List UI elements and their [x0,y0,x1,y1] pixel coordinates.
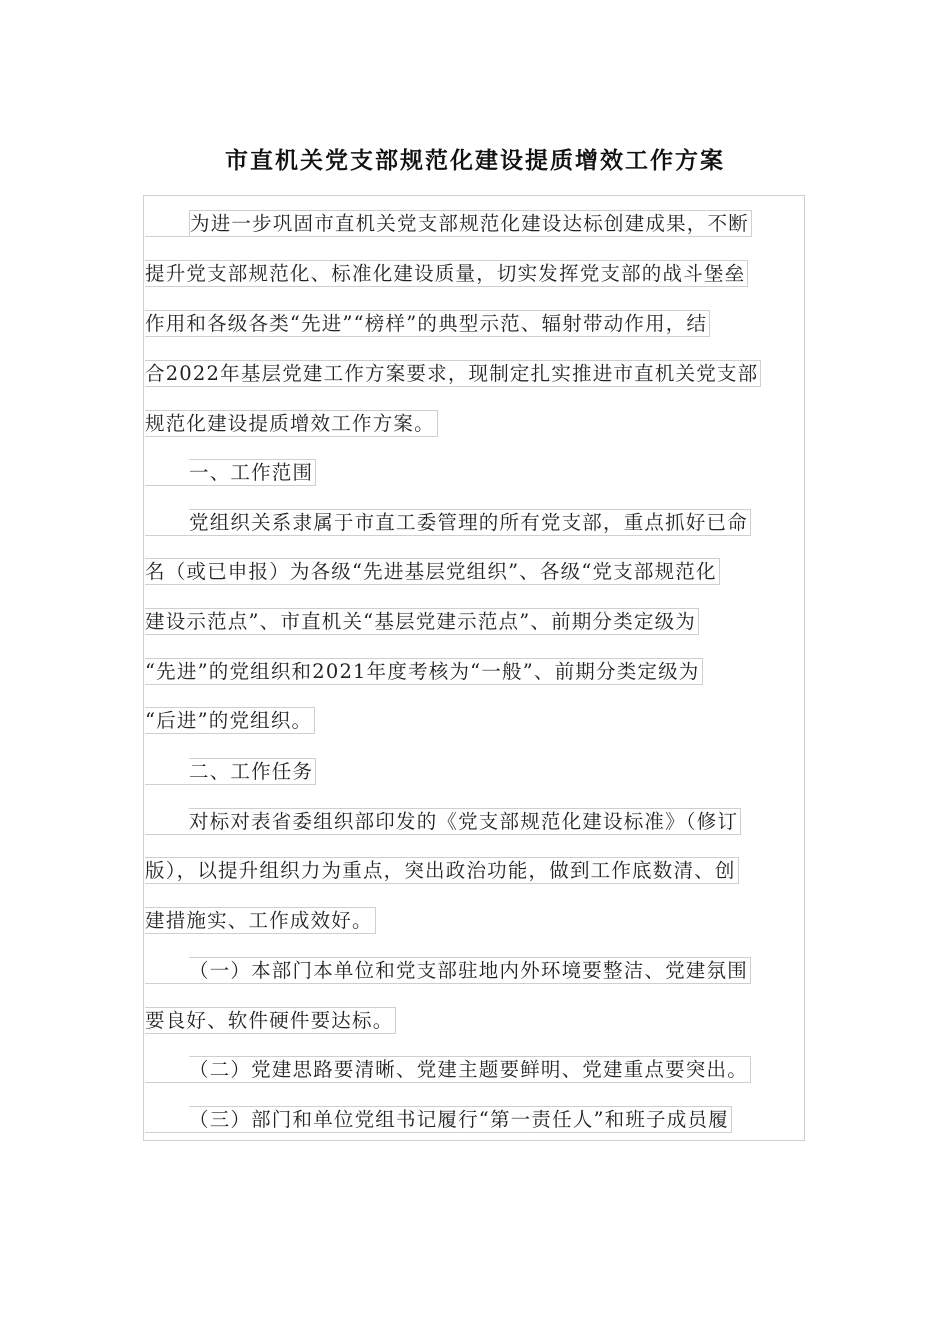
paragraph-line [145,1106,732,1132]
paragraph-line [145,558,720,584]
line-text: （一）本部门本单位和党支部驻地内外环境要整洁、党建氛围 [189,957,751,984]
indent-spacer [145,210,189,237]
paragraph-line [145,410,438,436]
indent-spacer [145,459,189,486]
paragraph-line [145,310,710,336]
indent-spacer [145,758,189,785]
paragraph-line [145,210,752,236]
paragraph-line [145,360,761,386]
document-title: 市直机关党支部规范化建设提质增效工作方案 [225,147,725,174]
paragraph-line [145,808,741,834]
line-text: 为进一步巩固市直机关党支部规范化建设达标创建成果，不断 [189,210,752,237]
line-text: “后进”的党组织。 [145,707,315,734]
paragraph-line [145,658,703,684]
heading-text: 二、工作任务 [189,758,316,785]
indent-spacer [145,1106,189,1133]
paragraph-line [145,509,751,535]
indent-spacer [145,808,189,835]
section-heading [145,459,316,485]
paragraph-line [145,957,751,983]
paragraph-line [145,1056,751,1082]
section-heading [145,758,316,784]
indent-spacer [145,957,189,984]
line-text: 提升党支部规范化、标准化建设质量，切实发挥党支部的战斗堡垒 [145,260,748,287]
paragraph-line [145,707,315,733]
line-text: “先进”的党组织和2021年度考核为“一般”、前期分类定级为 [145,658,703,685]
paragraph-line [145,857,739,883]
line-text: 党组织关系隶属于市直工委管理的所有党支部，重点抓好已命 [189,509,751,536]
line-text: 建设示范点”、市直机关“基层党建示范点”、前期分类定级为 [145,608,699,635]
line-text: 规范化建设提质增效工作方案。 [145,410,438,437]
indent-spacer [145,509,189,536]
line-text: 要良好、软件硬件要达标。 [145,1007,396,1034]
line-text: （二）党建思路要清晰、党建主题要鲜明、党建重点要突出。 [189,1056,751,1083]
line-text: 名（或已申报）为各级“先进基层党组织”、各级“党支部规范化 [145,558,720,585]
paragraph-line [145,1007,396,1033]
line-text: 合2022年基层党建工作方案要求，现制定扎实推进市直机关党支部 [145,360,761,387]
indent-spacer [145,1056,189,1083]
line-text: （三）部门和单位党组书记履行“第一责任人”和班子成员履 [189,1106,732,1133]
line-text: 版），以提升组织力为重点，突出政治功能，做到工作底数清、创 [145,857,739,884]
paragraph-line [145,608,699,634]
line-text: 对标对表省委组织部印发的《党支部规范化建设标准》（修订 [189,808,741,835]
line-text: 作用和各级各类“先进”“榜样”的典型示范、辐射带动作用，结 [145,310,710,337]
heading-text: 一、工作范围 [189,459,316,486]
line-text: 建措施实、工作成效好。 [145,907,376,934]
paragraph-line [145,260,748,286]
paragraph-line [145,907,376,933]
